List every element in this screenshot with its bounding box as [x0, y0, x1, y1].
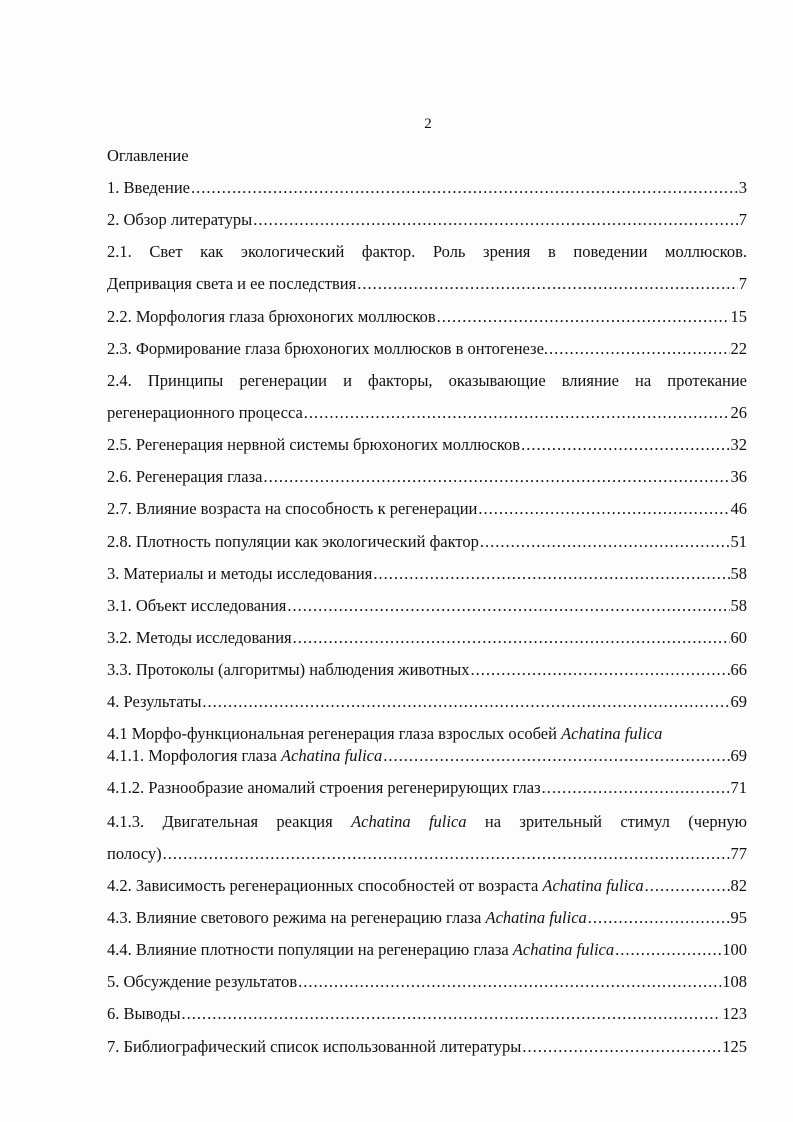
toc-entry-title: Введение — [123, 178, 191, 197]
toc-entry-title: Зависимость регенерационных способностей от возраста — [135, 876, 539, 895]
toc-leader-dots — [163, 844, 730, 864]
toc-entry-number: 2. — [107, 210, 120, 229]
toc-leader-dots — [521, 435, 729, 455]
toc-entry-page: 15 — [730, 307, 747, 326]
toc-entry-2-2 — [107, 307, 747, 327]
toc-entry-3-3 — [107, 660, 747, 680]
toc-entry-number: 5. — [107, 972, 120, 991]
toc-entry-title: Морфология глаза брюхоногих моллюсков — [135, 307, 436, 326]
toc-entry-number: 4.1 — [107, 724, 128, 743]
toc-entry-number: 4.1.1. — [107, 746, 145, 765]
toc-leader-dots — [373, 564, 729, 584]
toc-entry-page: 7 — [738, 210, 747, 229]
toc-leader-dots — [549, 339, 729, 359]
toc-leader-dots — [253, 210, 738, 230]
toc-entry-number: 2.7. — [107, 499, 132, 518]
toc-entry-2 — [107, 210, 747, 230]
toc-entry-number: 4.4. — [107, 940, 132, 959]
toc-entry-2-1-cont — [107, 274, 747, 294]
toc-entry-title: Плотность популяции как экологический фактор — [135, 532, 479, 551]
toc-entry-title: Свет как экологический фактор. Роль зрения в поведении моллюсков. — [149, 242, 747, 261]
toc-entry-page: 58 — [730, 564, 747, 583]
toc-entry-page: 3 — [738, 178, 747, 197]
toc-entry-3-2 — [107, 628, 747, 648]
toc-entry-page: 26 — [730, 403, 747, 422]
toc-leader-dots — [522, 1037, 721, 1057]
toc-entry-title: Двигательная реакция — [162, 812, 333, 831]
toc-entry-number: 4.3. — [107, 908, 132, 927]
toc-leader-dots — [293, 628, 730, 648]
toc-leader-dots — [298, 972, 721, 992]
toc-entry-page: 125 — [722, 1037, 747, 1056]
toc-leader-dots — [645, 876, 730, 896]
toc-entry-number: 3.2. — [107, 628, 132, 647]
toc-leader-dots — [304, 403, 730, 423]
toc-entry-2-6 — [107, 467, 747, 487]
toc-entry-page: 51 — [730, 532, 747, 551]
toc-entry-title-cont: на зрительный стимул (черную — [484, 812, 747, 831]
toc-entry-2-4 — [107, 371, 747, 391]
toc-entry-title: Регенерация глаза — [135, 467, 263, 486]
toc-entry-4-1-3 — [107, 812, 747, 832]
toc-entry-title: Регенерация нервной системы брюхоногих моллюсков — [135, 435, 521, 454]
toc-entry-number: 2.4. — [107, 371, 132, 390]
toc-entry-page: 108 — [722, 972, 747, 991]
toc-entry-2-5 — [107, 435, 747, 455]
toc-entry-2-8 — [107, 532, 747, 552]
toc-entry-page: 95 — [730, 908, 747, 927]
toc-entry-4-1 — [107, 724, 747, 744]
toc-entry-title: Материалы и методы исследования — [123, 564, 373, 583]
toc-leader-dots — [357, 274, 738, 294]
toc-entry-3 — [107, 564, 747, 584]
toc-entry-2-1 — [107, 242, 747, 262]
toc-entry-number: 2.5. — [107, 435, 132, 454]
toc-entry-number: 7. — [107, 1037, 120, 1056]
toc-entry-page: 77 — [730, 844, 747, 863]
toc-entry-3-1 — [107, 596, 747, 616]
toc-entry-2-4-cont — [107, 403, 747, 423]
toc-entry-species: Achatina fulica — [542, 876, 644, 895]
toc-entry-title: Выводы — [123, 1004, 181, 1023]
toc-entry-number: 2.3. — [107, 339, 132, 358]
page-number: 2 — [424, 116, 432, 132]
toc-entry-page: 66 — [730, 660, 747, 679]
toc-entry-4-4 — [107, 940, 747, 960]
toc-entry-number: 4. — [107, 692, 120, 711]
toc-entry-page: 58 — [730, 596, 747, 615]
toc-leader-dots — [478, 499, 729, 519]
toc-entry-species: Achatina fulica — [512, 940, 615, 959]
toc-entry-title: полосу) — [107, 844, 162, 863]
toc-entry-title: Депривация света и ее последствия — [107, 274, 357, 293]
toc-entry-title: Обсуждение результатов — [123, 972, 298, 991]
toc-entry-number: 4.1.2. — [107, 778, 145, 797]
toc-entry-title: Формирование глаза брюхоногих моллюсков в онтогенезе. — [135, 339, 549, 358]
toc-entry-title: Протоколы (алгоритмы) наблюдения животных — [135, 660, 470, 679]
toc-entry-5 — [107, 972, 747, 992]
toc-entry-2-7 — [107, 499, 747, 519]
toc-entry-number: 2.8. — [107, 532, 132, 551]
toc-entry-page: 36 — [730, 467, 747, 486]
toc-entry-number: 2.2. — [107, 307, 132, 326]
toc-entry-title: регенерационного процесса — [107, 403, 303, 422]
toc-entry-number: 4.2. — [107, 876, 132, 895]
toc-entry-species: Achatina fulica — [280, 746, 383, 765]
toc-entry-page: 22 — [730, 339, 747, 358]
toc-entry-4 — [107, 692, 747, 712]
toc-leader-dots — [542, 778, 730, 798]
toc-entry-title: Библиографический список использованной литературы — [123, 1037, 522, 1056]
toc-entry-title: Морфология глаза — [148, 746, 277, 765]
toc-entry-number: 3. — [107, 564, 120, 583]
toc-entry-species: Achatina fulica — [561, 724, 663, 743]
toc-entry-page: 82 — [730, 876, 747, 895]
toc-heading: Оглавление — [107, 146, 189, 165]
toc-leader-dots — [182, 1004, 722, 1024]
toc-leader-dots — [287, 596, 729, 616]
toc-entry-number: 2.1. — [107, 242, 132, 261]
toc-entry-2-3 — [107, 339, 747, 359]
toc-entry-page: 46 — [730, 499, 747, 518]
toc-entry-page: 71 — [730, 778, 747, 797]
toc-entry-page: 60 — [730, 628, 747, 647]
toc-entry-species: Achatina fulica — [351, 812, 467, 831]
toc-entry-page: 32 — [730, 435, 747, 454]
toc-entry-number: 2.6. — [107, 467, 132, 486]
toc-entry-number: 4.1.3. — [107, 812, 145, 831]
toc-entry-4-1-1 — [107, 746, 747, 766]
toc-entry-number: 6. — [107, 1004, 120, 1023]
toc-leader-dots — [191, 178, 738, 198]
toc-leader-dots — [437, 307, 730, 327]
toc-leader-dots — [588, 908, 730, 928]
toc-leader-dots — [615, 940, 721, 960]
toc-entry-title: Методы исследования — [135, 628, 292, 647]
toc-entry-title: Результаты — [123, 692, 202, 711]
toc-leader-dots — [202, 692, 729, 712]
toc-entry-title: Влияние возраста на способность к регенерации — [135, 499, 478, 518]
toc-leader-dots — [470, 660, 729, 680]
toc-entry-page: 69 — [730, 746, 747, 765]
toc-entry-4-1-3-cont — [107, 844, 747, 864]
toc-entry-6 — [107, 1004, 747, 1024]
toc-entry-4-3 — [107, 908, 747, 928]
toc-entry-title: Принципы регенерации и факторы, оказывающие влияние на протекание — [147, 371, 747, 390]
toc-entry-number: 3.3. — [107, 660, 132, 679]
toc-entry-1 — [107, 178, 747, 198]
toc-entry-4-2 — [107, 876, 747, 896]
toc-entry-page: 123 — [722, 1004, 747, 1023]
toc-leader-dots — [480, 532, 730, 552]
toc-entry-7 — [107, 1037, 747, 1057]
toc-entry-title: Разнообразие аномалий строения регенерирующих глаз — [148, 778, 541, 797]
toc-entry-page: 100 — [722, 940, 747, 959]
toc-entry-title: Влияние светового режима на регенерацию глаза — [135, 908, 482, 927]
toc-entry-species: Achatina fulica — [485, 908, 587, 927]
toc-entry-number: 3.1. — [107, 596, 132, 615]
toc-leader-dots — [263, 467, 729, 487]
toc-leader-dots — [383, 746, 729, 766]
toc-entry-title: Объект исследования — [135, 596, 287, 615]
toc-entry-number: 1. — [107, 178, 120, 197]
toc-entry-4-1-2 — [107, 778, 747, 798]
toc-entry-page: 7 — [738, 274, 747, 293]
toc-entry-title: Морфо-функциональная регенерация глаза взрослых особей — [131, 724, 557, 743]
toc-entry-title: Влияние плотности популяции на регенерацию глаза — [135, 940, 509, 959]
toc-entry-title: Обзор литературы — [123, 210, 253, 229]
toc-entry-page: 69 — [730, 692, 747, 711]
